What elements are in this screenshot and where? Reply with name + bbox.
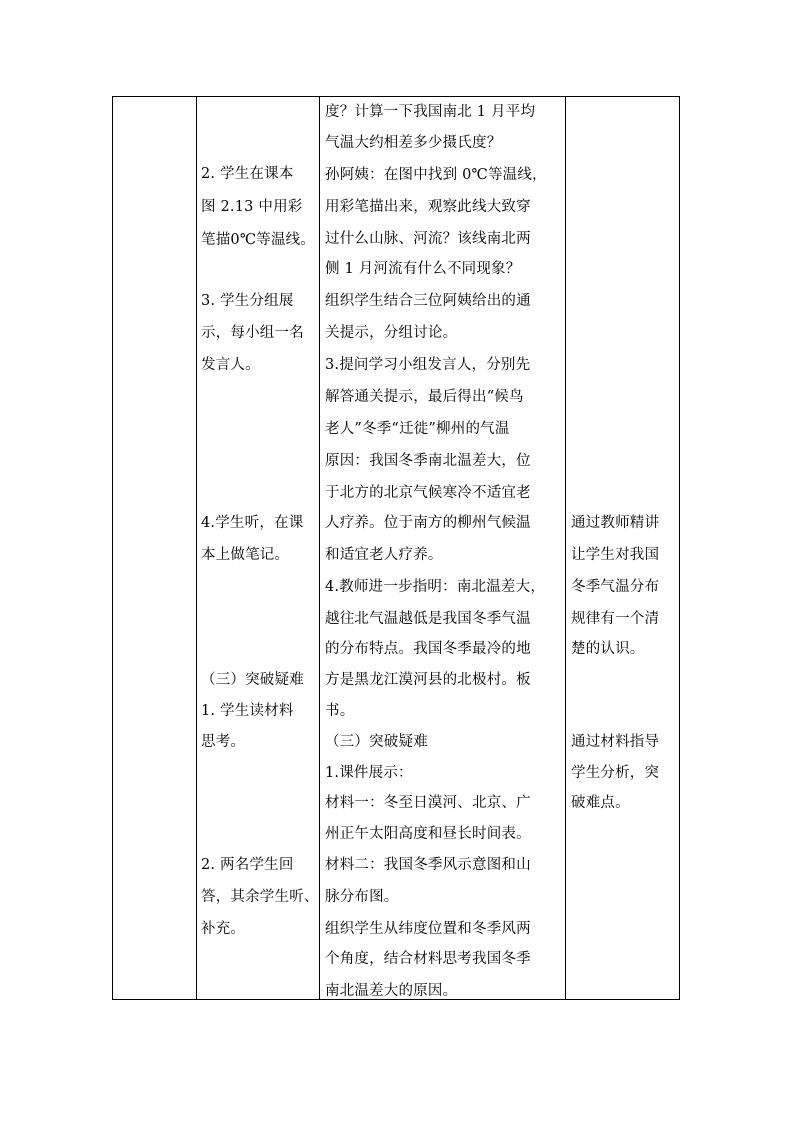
teacher-line: 和适宜老人疗养。 [325, 547, 443, 563]
teacher-line: 4.教师进一步指明：南北温差大， [325, 579, 546, 595]
teacher-line: 材料二：我国冬季风示意图和山 [325, 857, 531, 873]
column-divider [319, 97, 320, 999]
teacher-line: 孙阿姨：在图中找到 0℃等温线， [325, 167, 547, 183]
teacher-line: 南北温差大的原因。 [325, 983, 458, 999]
teacher-line: 方是黑龙江漠河县的北极村。板 [325, 672, 531, 688]
student-line: 4.学生听，在课 [201, 515, 304, 531]
teacher-line: 脉分布图。 [325, 889, 399, 905]
teacher-line: 度？计算一下我国南北 1 月平均 [325, 104, 536, 120]
teacher-line: 原因：我国冬季南北温差大，位 [325, 453, 531, 469]
lesson-table [112, 96, 680, 1000]
teacher-line: 组织学生结合三位阿姨给出的通 [325, 293, 531, 309]
student-line: 本上做笔记。 [201, 547, 290, 563]
teacher-line: 用彩笔描出来，观察此线大致穿 [325, 199, 531, 215]
intent-line: 通过教师精讲 [571, 515, 660, 531]
teacher-line: 材料一：冬至日漠河、北京、广 [325, 795, 531, 811]
student-line: 示，每小组一名 [201, 325, 304, 341]
teacher-line: （三）突破疑难 [325, 734, 428, 750]
student-line: 思考。 [201, 734, 246, 750]
student-line: （三）突破疑难 [201, 672, 304, 688]
teacher-line: 组织学生从纬度位置和冬季风两 [325, 921, 531, 937]
student-line: 3. 学生分组展 [201, 293, 294, 309]
teacher-line: 人疗养。位于南方的柳州气候温 [325, 515, 531, 531]
teacher-line: 1.课件展示： [325, 765, 413, 781]
intent-line: 让学生对我国 [571, 547, 660, 563]
teacher-line: 侧 1 月河流有什么不同现象？ [325, 261, 521, 277]
intent-line: 冬季气温分布 [571, 579, 660, 595]
teacher-line: 于北方的北京气候寒冷不适宜老 [325, 485, 531, 501]
teacher-line: 个角度，结合材料思考我国冬季 [325, 951, 531, 967]
student-line: 1. 学生读材料 [201, 703, 294, 719]
teacher-line: 3.提问学习小组发言人，分别先 [325, 357, 531, 373]
teacher-line: 书。 [325, 703, 355, 719]
intent-line: 破难点。 [571, 795, 630, 811]
student-line: 发言人。 [201, 357, 260, 373]
teacher-line: 气温大约相差多少摄氏度？ [325, 135, 502, 151]
intent-line: 学生分析，突 [571, 765, 660, 781]
teacher-line: 老人”冬季“迁徙”柳州的气温 [325, 421, 510, 437]
teacher-line: 州正午太阳高度和昼长时间表。 [325, 826, 531, 842]
intent-line: 楚的认识。 [571, 641, 645, 657]
intent-line: 通过材料指导 [571, 734, 660, 750]
teacher-line: 过什么山脉、河流？该线南北两 [325, 231, 531, 247]
student-line: 笔描0℃等温线。 [201, 232, 316, 248]
student-line: 答，其余学生听、 [201, 889, 319, 905]
student-line: 补充。 [201, 921, 246, 937]
teacher-line: 的分布特点。我国冬季最冷的地 [325, 641, 531, 657]
teacher-line: 越往北气温越低是我国冬季气温 [325, 611, 531, 627]
student-line: 2. 两名学生回 [201, 857, 294, 873]
column-divider [565, 97, 566, 999]
intent-line: 规律有一个清 [571, 611, 660, 627]
teacher-line: 关提示，分组讨论。 [325, 325, 458, 341]
student-line: 图 2.13 中用彩 [201, 199, 303, 215]
teacher-line: 解答通关提示，最后得出“候鸟 [325, 389, 524, 405]
column-divider [196, 97, 197, 999]
student-line: 2. 学生在课本 [201, 166, 294, 182]
